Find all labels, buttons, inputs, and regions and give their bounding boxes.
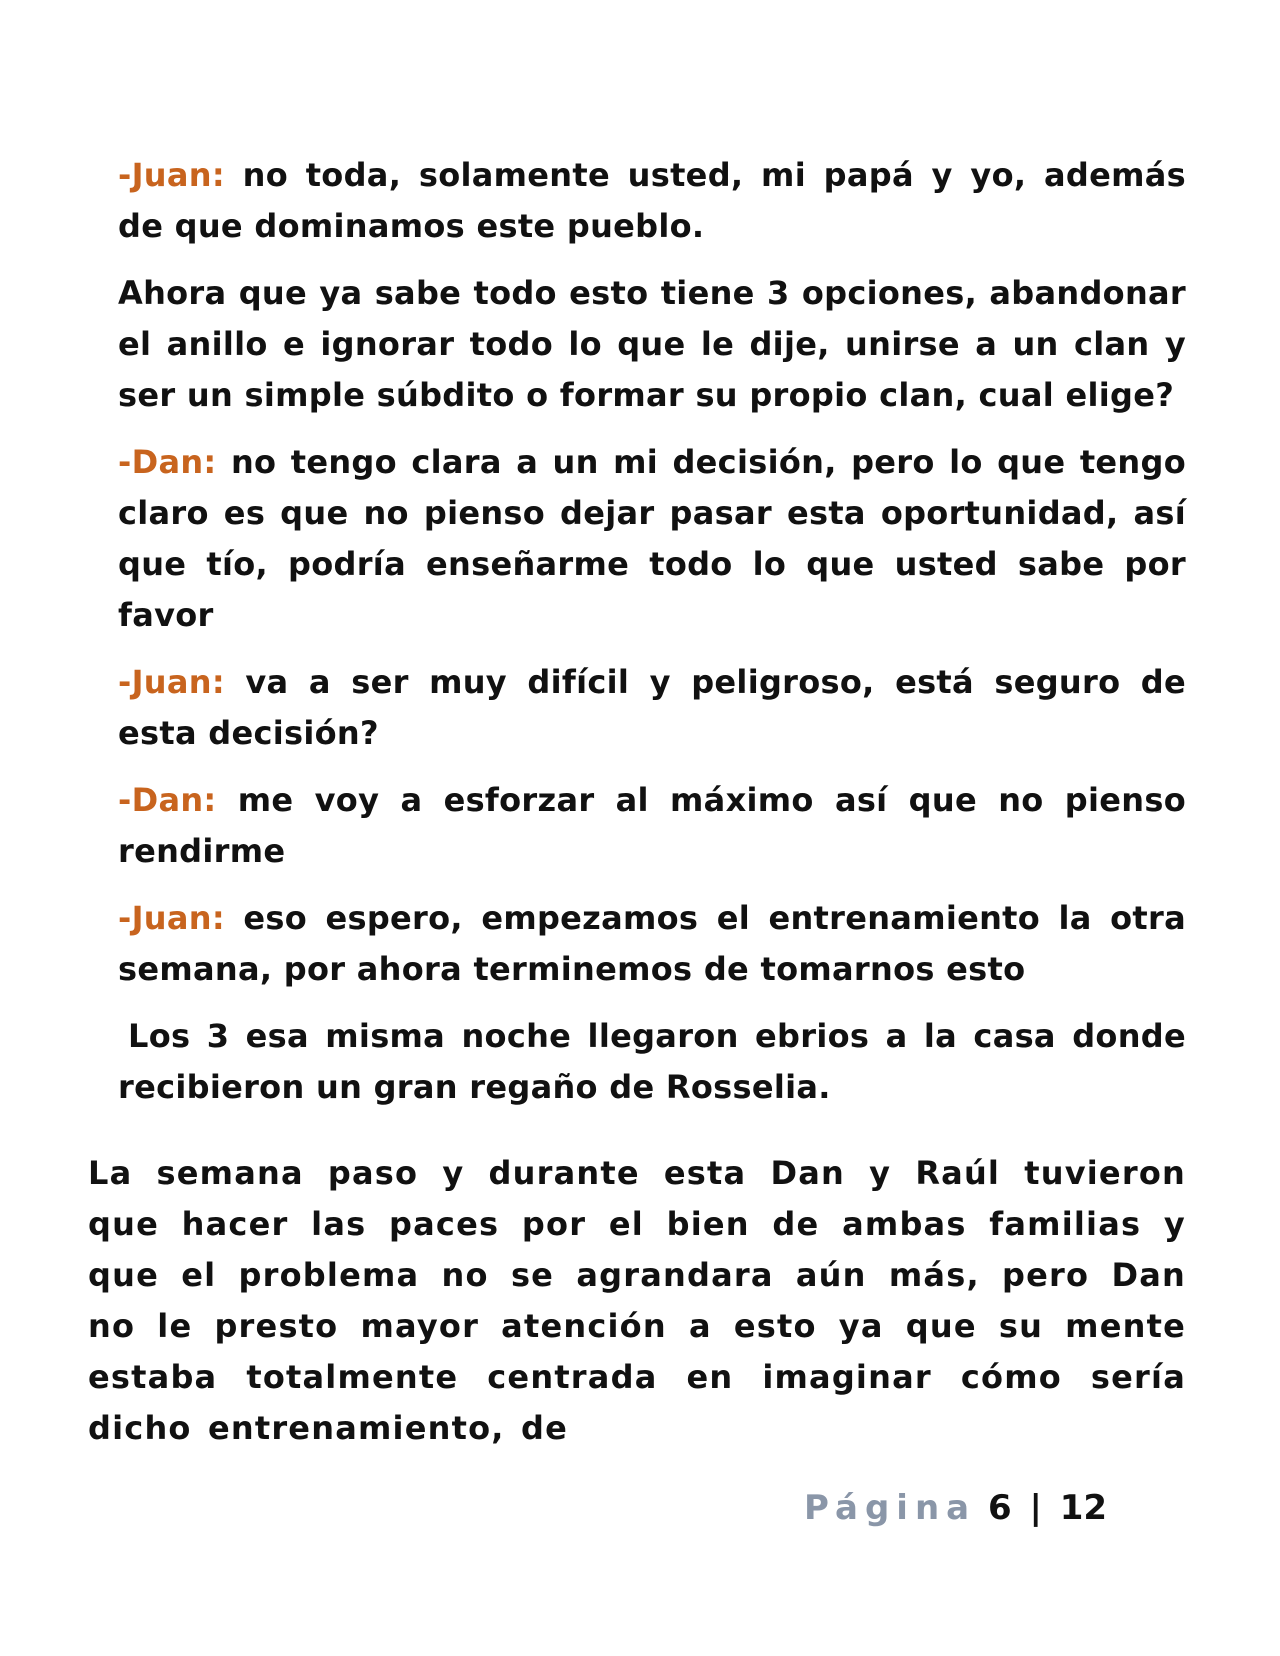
speaker-label: -Juan:	[118, 663, 225, 701]
dialogue-paragraph	[118, 893, 1186, 995]
dialogue-section	[118, 150, 1186, 1129]
dialogue-text: va a ser muy difícil y peligroso, está seguro de esta decisión?	[118, 663, 1186, 752]
speaker-label: -Dan:	[118, 781, 217, 819]
dialogue-text: eso espero, empezamos el entrenamiento la otra semana, por ahora terminemos de tomarnos esto	[118, 899, 1186, 988]
dialogue-paragraph	[118, 150, 1186, 252]
speaker-label: -Dan:	[118, 443, 217, 481]
dialogue-paragraph	[118, 437, 1186, 641]
total-pages-number: 12	[1059, 1488, 1108, 1528]
dialogue-paragraph	[118, 775, 1186, 877]
speaker-label: -Juan:	[118, 156, 225, 194]
narrative-paragraph: La semana paso y durante esta Dan y Raúl tuvieron que hacer las paces por el bien de ambas familias y que el problema no se agrandara aún más, pero Dan no le presto mayor atención a esto ya que su mente estaba totalmente centrada en imaginar cómo sería dicho entrenamiento, de	[88, 1154, 1186, 1447]
dialogue-text: me voy a esforzar al máximo así que no pienso rendirme	[118, 781, 1186, 870]
dialogue-paragraph	[118, 1011, 1186, 1113]
speaker-label: -Juan:	[118, 899, 225, 937]
page-footer	[804, 1488, 1107, 1528]
dialogue-text: Ahora que ya sabe todo esto tiene 3 opciones, abandonar el anillo e ignorar todo lo que le dije, unirse a un clan y ser un simple súbdito o formar su propio clan, cual elige?	[118, 274, 1186, 414]
dialogue-paragraph	[118, 268, 1186, 421]
dialogue-text: no toda, solamente usted, mi papá y yo, además de que dominamos este pueblo.	[118, 156, 1186, 245]
current-page-number: 6	[987, 1488, 1012, 1528]
dialogue-text: no tengo clara a un mi decisión, pero lo que tengo claro es que no pienso dejar pasar esta oportunidad, así que tío, podría enseñarme todo lo que usted sabe por favor	[118, 443, 1186, 634]
page-separator: |	[1029, 1488, 1042, 1528]
dialogue-paragraph	[118, 657, 1186, 759]
narrative-section	[88, 1148, 1186, 1470]
page-label: Página	[804, 1488, 977, 1528]
dialogue-text: Los 3 esa misma noche llegaron ebrios a la casa donde recibieron un gran regaño de Rosselia.	[118, 1017, 1186, 1106]
